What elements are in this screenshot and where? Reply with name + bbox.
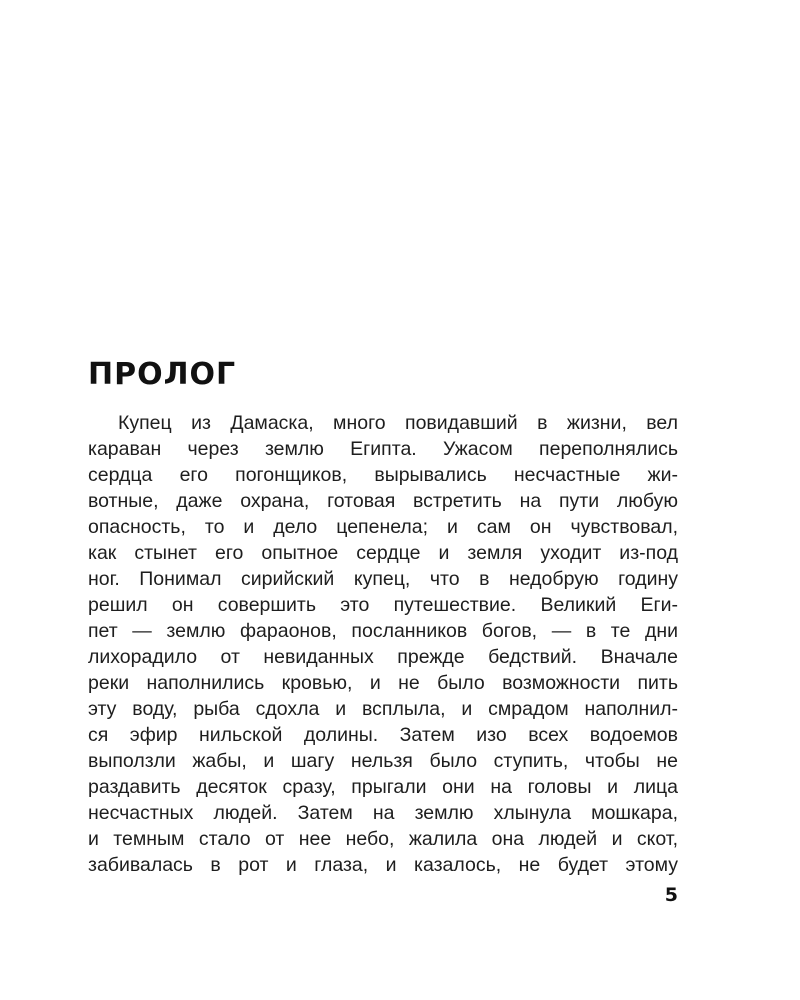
page-number: 5 <box>664 884 678 906</box>
text-line: вотные, даже охрана, готовая встретить на пути любую <box>88 490 678 512</box>
text-line: эту воду, рыба сдохла и всплыла, и смрадом наполнил- <box>88 698 678 720</box>
chapter-title: ПРОЛОГ <box>88 357 237 392</box>
text-line: сердца его погонщиков, вырывались несчастные жи- <box>88 464 678 486</box>
text-line: пет — землю фараонов, посланников богов, — в те дни <box>88 620 678 642</box>
prologue-text <box>88 410 678 878</box>
text-line: выползли жабы, и шагу нельзя было ступить, чтобы не <box>88 750 678 772</box>
text-line: забивалась в рот и глаза, и казалось, не будет этому <box>88 854 678 876</box>
text-line: раздавить десяток сразу, прыгали они на головы и лица <box>88 776 678 798</box>
text-line: и темным стало от нее небо, жалила она людей и скот, <box>88 828 678 850</box>
text-line: реки наполнились кровью, и не было возможности пить <box>88 672 678 694</box>
text-line: решил он совершить это путешествие. Великий Еги- <box>88 594 678 616</box>
text-line: как стынет его опытное сердце и земля уходит из-под <box>88 542 678 564</box>
text-line: несчастных людей. Затем на землю хлынула мошкара, <box>88 802 678 824</box>
text-line: лихорадило от невиданных прежде бедствий. Вначале <box>88 646 678 668</box>
text-line: караван через землю Египта. Ужасом переполнялись <box>88 438 678 460</box>
text-line: опасность, то и дело цепенела; и сам он чувствовал, <box>88 516 678 538</box>
text-line: ног. Понимал сирийский купец, что в недобрую годину <box>88 568 678 590</box>
text-line: ся эфир нильской долины. Затем изо всех водоемов <box>88 724 678 746</box>
text-line: Купец из Дамаска, много повидавший в жизни, вел <box>118 412 678 434</box>
